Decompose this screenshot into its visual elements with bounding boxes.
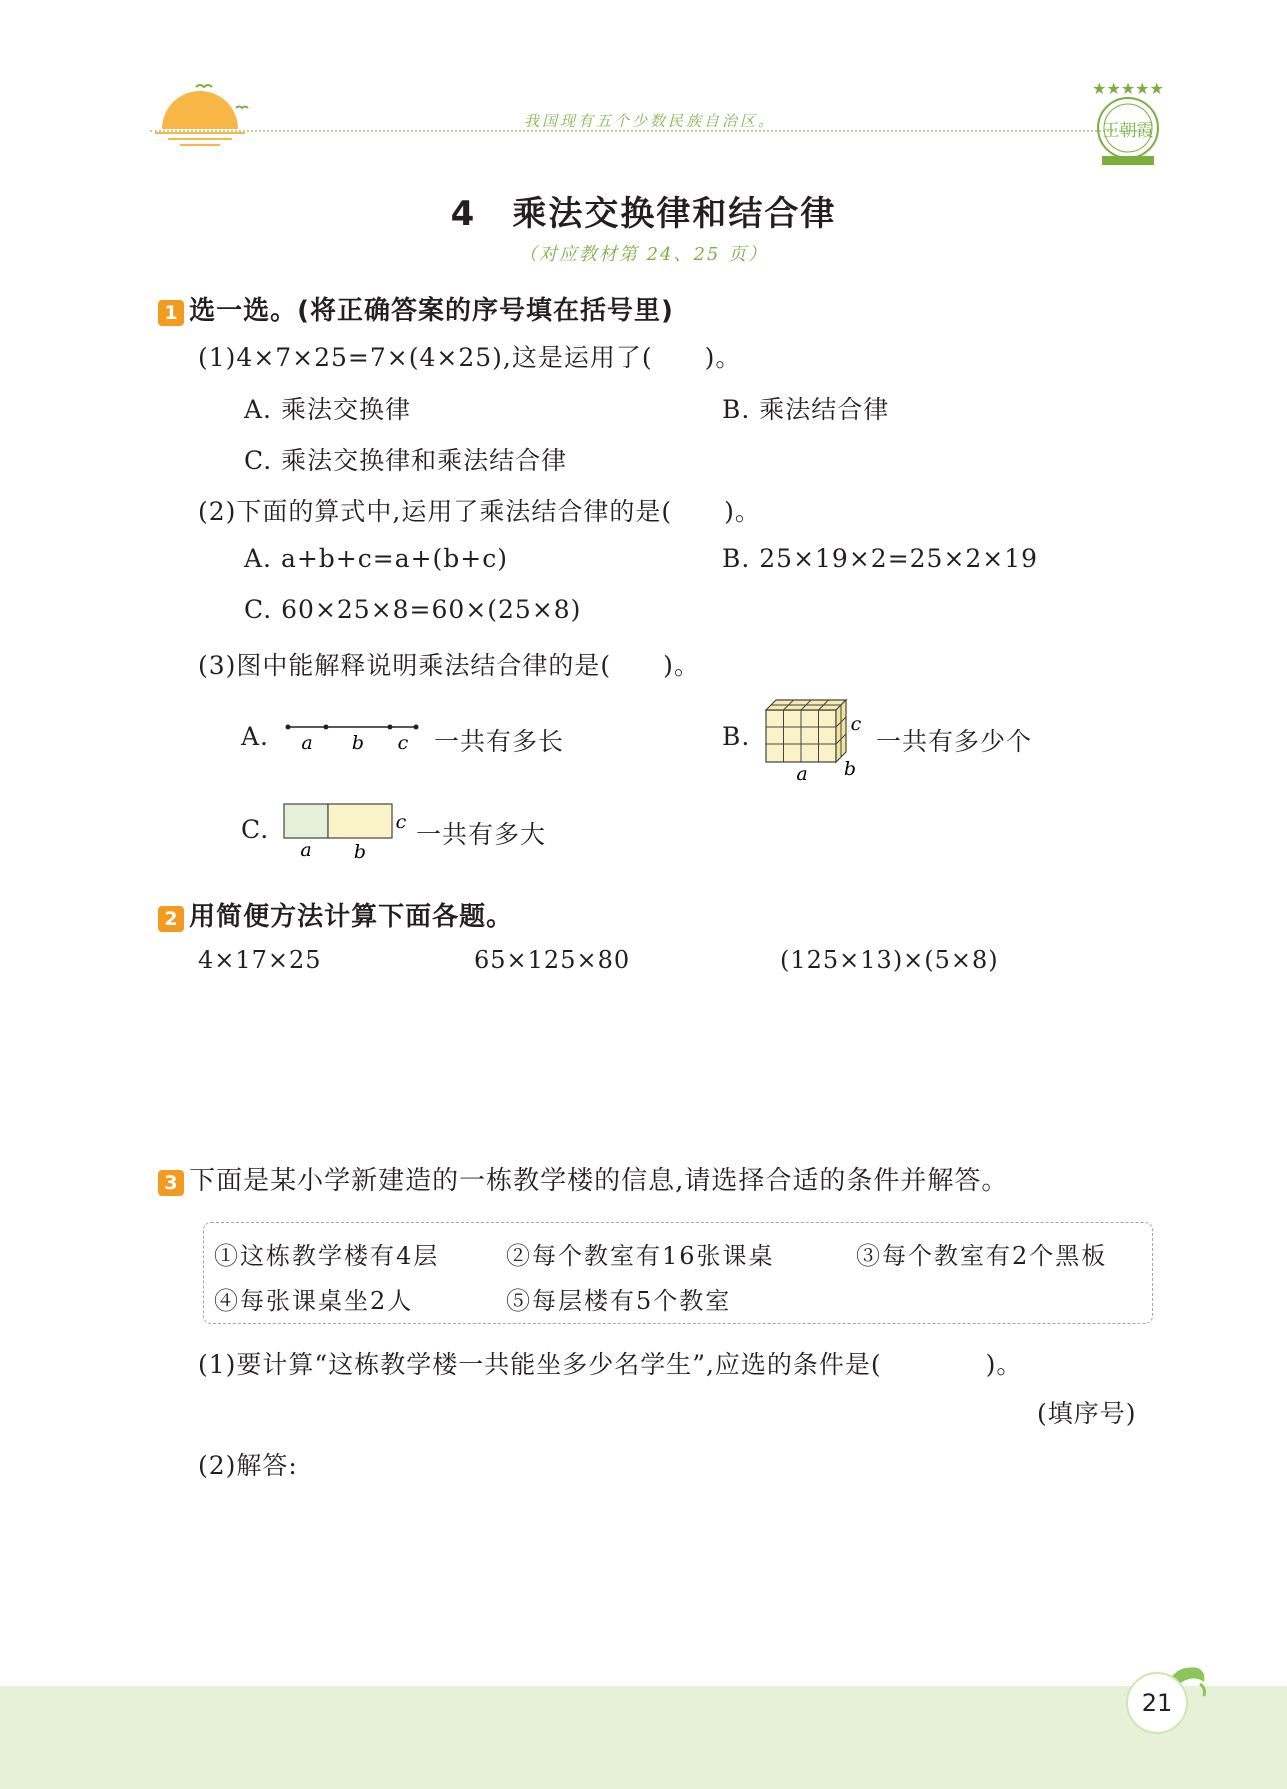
q1-p1-stem: (1)4×7×25=7×(4×25),这是运用了( )。 — [198, 343, 742, 372]
cube-label-c: c — [850, 713, 862, 735]
q3-title: 下面是某小学新建造的一栋教学楼的信息,请选择合适的条件并解答。 — [189, 1166, 1009, 1196]
rect-label-c: c — [395, 811, 407, 833]
q3-p1: (1)要计算“这栋教学楼一共能坐多少名学生”,应选的条件是( )。 — [198, 1350, 1023, 1379]
q2-item-3: (125×13)×(5×8) — [780, 946, 999, 974]
condition-1: ①这栋教学楼有4层 — [214, 1242, 440, 1270]
rect-label-a: a — [300, 839, 312, 861]
q1-number: 1 — [158, 300, 184, 326]
footer-background — [0, 1686, 1287, 1789]
q2-title: 用简便方法计算下面各题。 — [189, 902, 514, 932]
q3-heading — [158, 1160, 1008, 1197]
seg-label-b: b — [351, 732, 365, 754]
q2-number: 2 — [158, 906, 184, 932]
q1-p3-option-c-label: C. — [241, 815, 270, 844]
q1-p3-option-b-label: B. — [722, 722, 751, 751]
q1-p3-option-c-text: 一共有多大 — [416, 820, 547, 849]
q1-p2-option-a: A. a+b+c=a+(b+c) — [244, 544, 509, 573]
page-subtitle: （对应教材第 24、25 页） — [518, 244, 769, 265]
q2-item-1: 4×17×25 — [198, 946, 322, 974]
q3-p2: (2)解答: — [198, 1451, 298, 1480]
q2-item-2: 65×125×80 — [474, 946, 631, 974]
condition-3: ③每个教室有2个黑板 — [856, 1242, 1108, 1270]
header-note: 我国现有五个少数民族自治区。 — [524, 112, 777, 130]
sunset-logo — [150, 78, 260, 153]
q1-p3-option-a-label: A. — [241, 722, 270, 751]
svg-text:★★★★★: ★★★★★ — [1092, 79, 1164, 98]
q1-heading — [158, 290, 674, 327]
rect-label-b: b — [353, 841, 367, 862]
q1-p3-stem: (3)图中能解释说明乘法结合律的是( )。 — [198, 651, 700, 680]
q1-p1-option-b: B. 乘法结合律 — [722, 395, 890, 424]
rectangle-diagram — [282, 800, 412, 862]
page-title: 4 乘法交换律和结合律 — [450, 194, 837, 234]
brand-logo — [1088, 76, 1168, 168]
page-number: 21 — [1126, 1672, 1188, 1734]
q1-p1-option-c: C. 乘法交换律和乘法结合律 — [244, 446, 568, 475]
condition-4: ④每张课桌坐2人 — [214, 1287, 414, 1315]
q1-title: 选一选。(将正确答案的序号填在括号里) — [189, 296, 674, 326]
condition-2: ②每个教室有16张课桌 — [506, 1242, 775, 1270]
seg-label-a: a — [301, 732, 313, 754]
cube-diagram — [760, 690, 870, 782]
q1-p2-stem: (2)下面的算式中,运用了乘法结合律的是( )。 — [198, 497, 761, 526]
cube-label-b: b — [843, 758, 857, 780]
q1-p1-option-a: A. 乘法交换律 — [244, 395, 411, 424]
q3-p1-note: (填序号) — [1037, 1399, 1137, 1428]
q1-p3-option-a-text: 一共有多长 — [434, 727, 565, 756]
cube-label-a: a — [796, 763, 808, 782]
q3-number: 3 — [158, 1170, 184, 1196]
logo-text: 王朝霞 — [1102, 121, 1154, 141]
q1-p3-option-b-text: 一共有多少个 — [876, 727, 1033, 756]
segment-diagram — [282, 718, 422, 754]
q1-p2-option-b: B. 25×19×2=25×2×19 — [722, 544, 1039, 573]
seg-label-c: c — [397, 732, 409, 754]
condition-5: ⑤每层楼有5个教室 — [506, 1287, 732, 1315]
q2-heading — [158, 896, 513, 933]
q1-p2-option-c: C. 60×25×8=60×(25×8) — [244, 595, 582, 624]
